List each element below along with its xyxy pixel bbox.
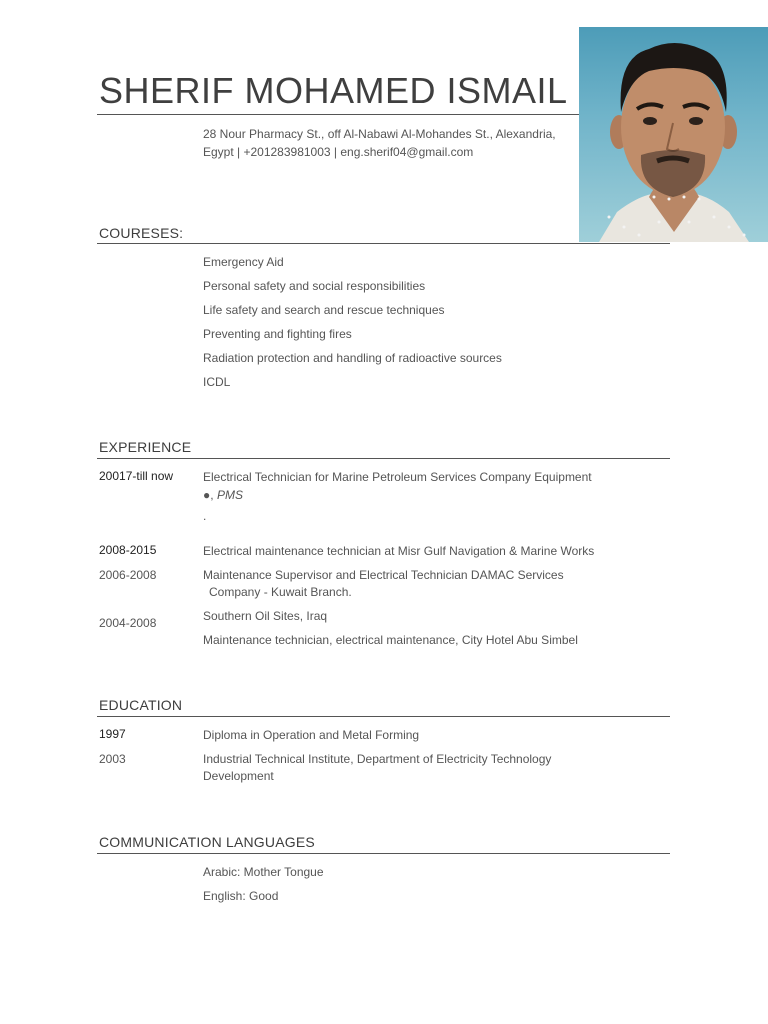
education-item: Diploma in Operation and Metal Forming	[203, 728, 420, 742]
education-item-cont: Development	[203, 769, 274, 783]
name-divider	[97, 114, 579, 115]
experience-date: 20017-till now	[99, 469, 174, 483]
language-item: English: Good	[203, 889, 279, 903]
resume-name: SHERIF MOHAMED ISMAIL	[99, 70, 568, 111]
course-item: Radiation protection and handling of radioactive sources	[203, 351, 502, 365]
languages-divider	[97, 853, 670, 854]
course-item: Emergency Aid	[203, 255, 284, 269]
courses-divider	[97, 243, 670, 244]
languages-heading: COMMUNICATION LANGUAGES	[99, 834, 315, 850]
experience-role: Maintenance technician, electrical maintenance, City Hotel Abu Simbel	[203, 633, 578, 647]
courses-heading: COURESES:	[99, 225, 184, 241]
education-heading: EDUCATION	[99, 697, 183, 713]
address-line-1: 28 Nour Pharmacy St., off Al-Nabawi Al-Mohandes St., Alexandria,	[203, 127, 556, 141]
course-item: ICDL	[203, 375, 231, 389]
experience-role: Southern Oil Sites, Iraq	[203, 609, 328, 623]
experience-date: 2006-2008	[99, 568, 157, 582]
experience-date: 2004-2008	[99, 616, 157, 630]
experience-detail	[203, 487, 243, 504]
education-date: 2003	[99, 752, 126, 766]
experience-role-cont: Company - Kuwait Branch.	[209, 585, 352, 599]
experience-date: 2008-2015	[99, 543, 157, 557]
education-item: Industrial Technical Institute, Department of Electricity Technology	[203, 752, 552, 766]
experience-role: Electrical Technician for Marine Petroleum Services Company Equipment	[203, 470, 592, 484]
course-item: Personal safety and social responsibilities	[203, 279, 426, 293]
portrait-illustration	[579, 27, 768, 242]
experience-role: Electrical maintenance technician at Misr Gulf Navigation & Marine Works	[203, 544, 595, 558]
pms-label: PMS	[216, 488, 243, 502]
experience-role: Maintenance Supervisor and Electrical Technician DAMAC Services	[203, 568, 564, 582]
course-item: Life safety and search and rescue techniques	[203, 303, 445, 317]
address-line-2: Egypt | +201283981003 | eng.sherif04@gmail.com	[203, 145, 474, 159]
experience-divider	[97, 458, 670, 459]
education-divider	[97, 716, 670, 717]
experience-heading: EXPERIENCE	[99, 439, 192, 455]
contact-info	[203, 125, 583, 161]
language-item: Arabic: Mother Tongue	[203, 865, 324, 879]
experience-dot: .	[203, 509, 207, 523]
course-item: Preventing and fighting fires	[203, 327, 352, 341]
education-date: 1997	[99, 727, 126, 741]
bullet-mark: ●,	[203, 488, 214, 502]
profile-photo	[579, 27, 768, 242]
